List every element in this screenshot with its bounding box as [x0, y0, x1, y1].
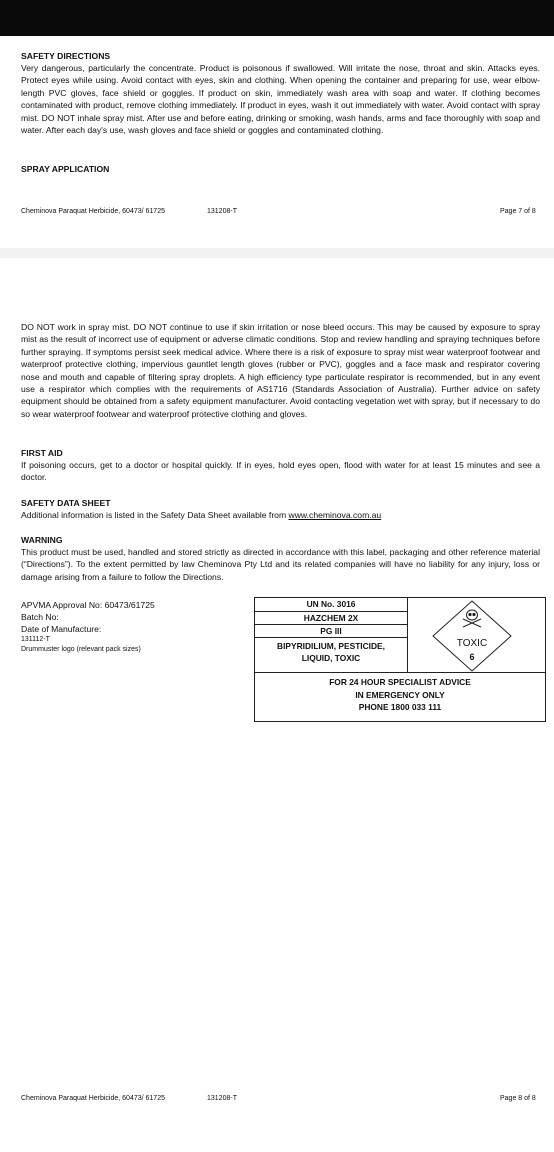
footer-product: Cheminova Paraquat Herbicide, 60473/ 61725	[21, 1095, 165, 1102]
document-page-7	[0, 36, 554, 248]
packing-group: PG III	[255, 625, 408, 638]
hazchem-code: HAZCHEM 2X	[255, 612, 408, 625]
footer-product: Cheminova Paraquat Herbicide, 60473/ 61725	[21, 208, 165, 215]
un-number: UN No. 3016	[255, 598, 408, 612]
date-of-manufacture: Date of Manufacture:	[21, 624, 102, 634]
safety-data-sheet-prefix: Additional information is listed in the Safety Data Sheet available from	[21, 510, 289, 520]
cheminova-website-link[interactable]: www.cheminova.com.au	[288, 510, 382, 520]
shipping-name-line-1: BIPYRIDILIUM, PESTICIDE,	[277, 641, 385, 651]
warning-heading: WARNING	[21, 535, 63, 545]
footer-code: 131208-T	[207, 1095, 237, 1102]
warning-text: This product must be used, handled and stored strictly as directed in accordance with this label, packaging and other reference material (“Directions”). To the extent permitted by law Cheminova Pty Ltd and its related companies will have no liability for any injury, loss or damage arising from a failure to follow the Directions.	[21, 547, 540, 582]
batch-number: Batch No:	[21, 612, 59, 622]
safety-data-sheet-heading: SAFETY DATA SHEET	[21, 498, 111, 508]
safety-data-sheet-text	[21, 509, 540, 521]
toxic-diamond-icon	[432, 600, 512, 672]
shipping-name-line-2: LIQUID, TOXIC	[301, 653, 361, 663]
safety-directions-text: Very dangerous, particularly the concentrate. Product is poisonous if swallowed. Will irritate the nose, throat and skin. Attacks eyes. Protect eyes while using. Avoid contact with eyes, skin and clothing. When opening the container and preparing for use, wear elbow-length PVC gloves, face shield or goggles. If product on skin, immediately wash area with soap and water. If clothing becomes contaminated with product, remove clothing immediately. If product in eyes, wash it out immediately with water. Avoid contact with spray mist. DO NOT inhale spray mist. After use and before eating, drinking or smoking, wash hands, arms and face thoroughly with soap and water. After each day's use, wash gloves and face shield or goggles and contaminated clothing.	[21, 63, 540, 136]
footer-page-number: Page 7 of 8	[500, 208, 536, 215]
document-page-8	[0, 258, 554, 1152]
apvma-approval: APVMA Approval No: 60473/61725	[21, 600, 155, 610]
first-aid-heading: FIRST AID	[21, 448, 63, 458]
toxic-label: TOXIC	[456, 638, 488, 649]
proper-shipping-name	[255, 638, 408, 672]
footer-page-number: Page 8 of 8	[500, 1095, 536, 1102]
emergency-advice	[255, 672, 545, 721]
spray-application-heading: SPRAY APPLICATION	[21, 164, 110, 174]
first-aid-text: If poisoning occurs, get to a doctor or hospital quickly. If in eyes, hold eyes open, flood with water for at least 15 minutes and see a doctor.	[21, 460, 540, 483]
spray-application-text: DO NOT work in spray mist. DO NOT continue to use if skin irritation or nose bleed occurs. This may be caused by exposure to spray mist as the result of incorrect use of equipment or adverse climatic conditions. Stop and review handling and spraying techniques before further spraying. If symptoms persist seek medical advice. Where there is a risk of exposure to spray mist wear waterproof footwear and waterproof protective clothing, impervious gauntlet length gloves (rubber or PVC), goggles and a face mask and respirator covering nose and mouth and capable of filtering spray droplets. A high efficiency type particulate respirator is recommended, but in any event use a respirator which complies with the requirements of AS1716 (Standards Association of Australia). Further advice on safety equipment should be obtained from a safety equipment manufacturer. Avoid contacting vegetation wet with spray, but if necessary to do so wear waterproof footwear and waterproof protective clothing and gloves.	[21, 322, 540, 419]
advice-line-1: FOR 24 HOUR SPECIALIST ADVICE	[329, 677, 471, 687]
label-code: 131112-T	[21, 636, 50, 643]
toxic-class-number: 6	[469, 652, 475, 662]
dangerous-goods-panel	[254, 597, 546, 722]
drummuster-note: Drummuster logo (relevant pack sizes)	[21, 646, 141, 653]
footer-code: 131208-T	[207, 208, 237, 215]
advice-line-2: IN EMERGENCY ONLY	[355, 689, 445, 700]
safety-directions-heading: SAFETY DIRECTIONS	[21, 51, 111, 61]
emergency-phone: PHONE 1800 033 111	[358, 702, 442, 712]
toxic-class-6-diamond	[432, 600, 512, 672]
top-bar	[0, 0, 554, 36]
